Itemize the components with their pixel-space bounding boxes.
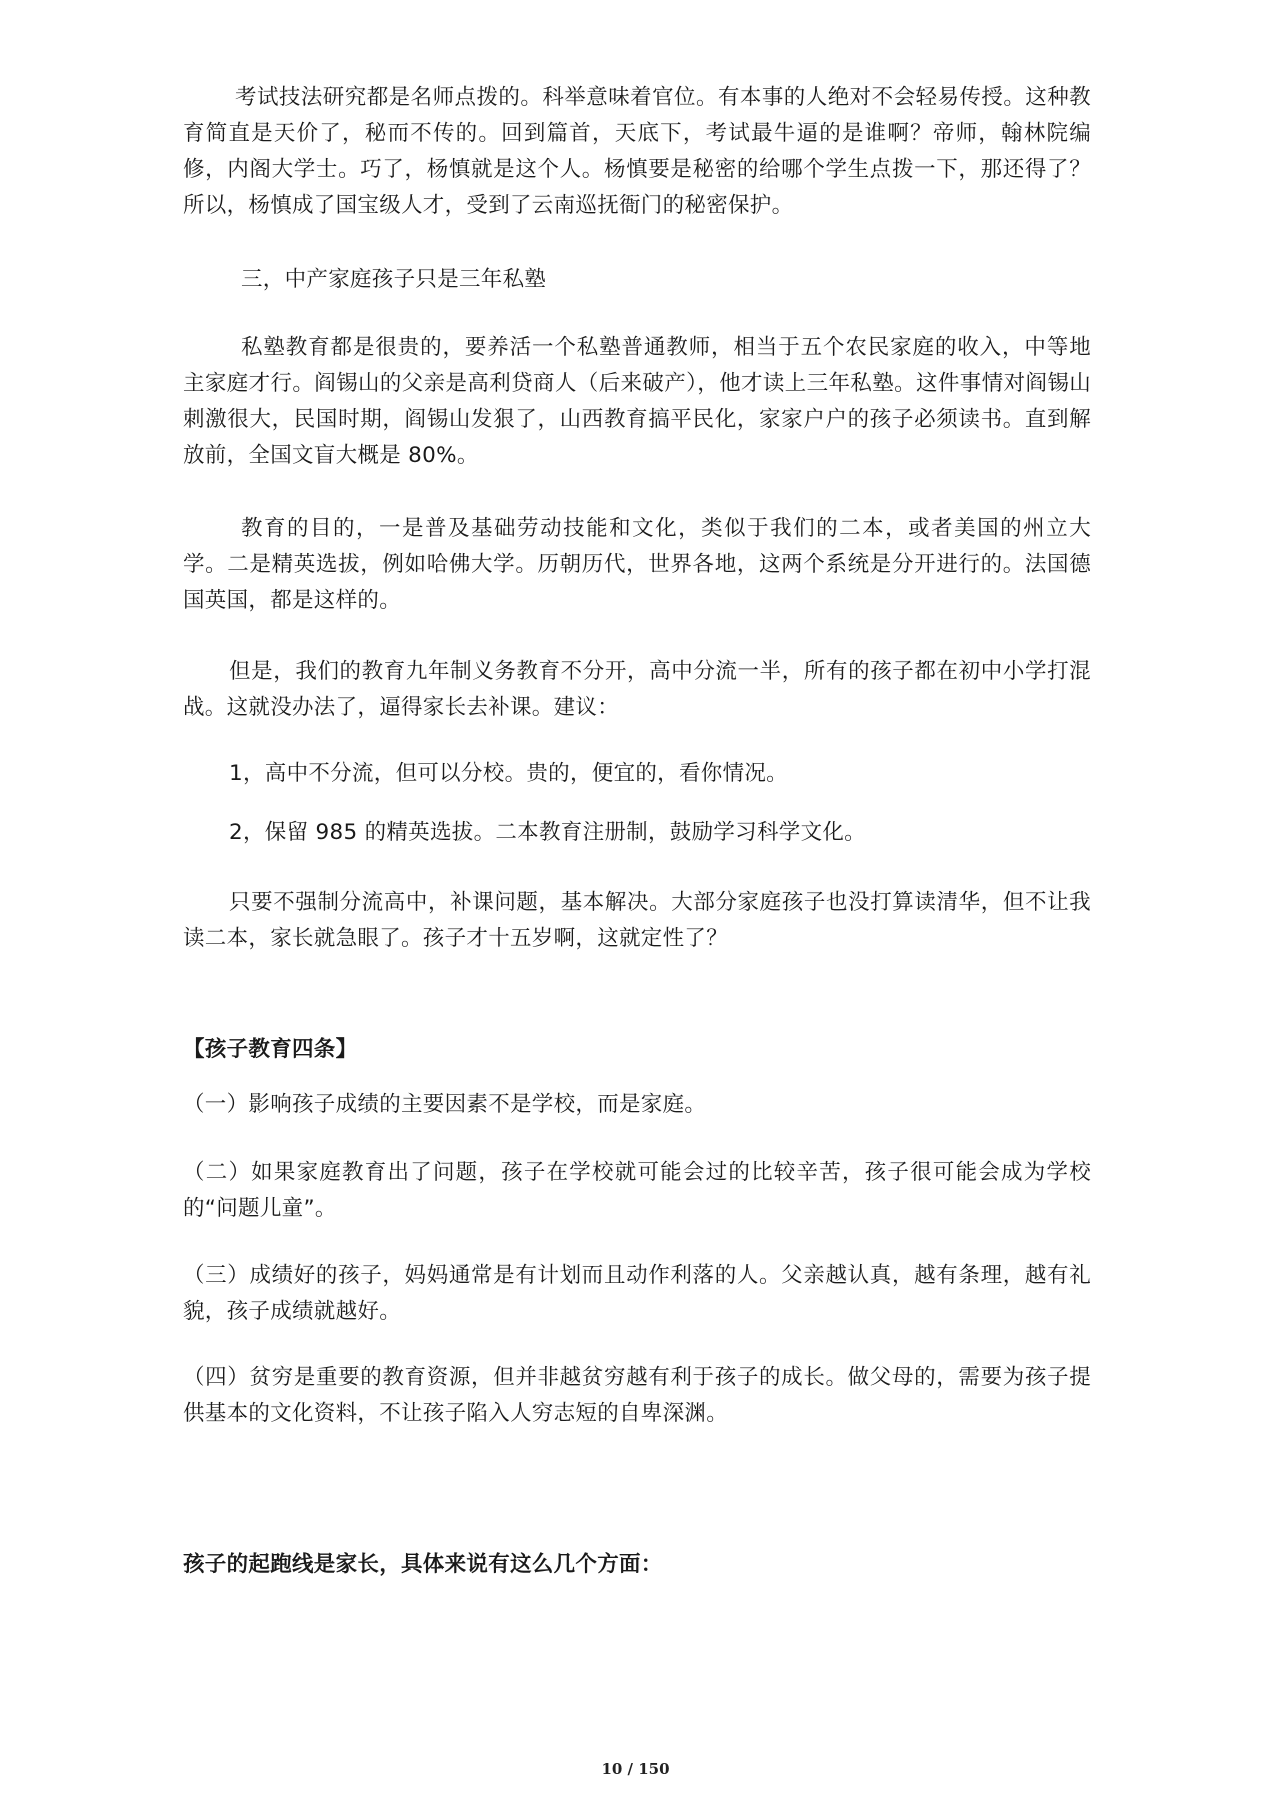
rule-item-1: （一）影响孩子成绩的主要因素不是学校，而是家庭。 — [183, 1092, 707, 1117]
rule-item-3: （三）成绩好的孩子，妈妈通常是有计划而且动作利落的人。父亲越认真，越有条理，越有礼貌，孩子成绩就越好。 — [183, 1263, 1091, 1324]
paragraph-tutoring-problem: 只要不强制分流高中，补课问题，基本解决。大部分家庭孩子也没打算读清华，但不让我读二本，家长就急眼了。孩子才十五岁啊，这就定性了？ — [183, 890, 1091, 951]
suggestion-item-2: 2，保留 985 的精英选拔。二本教育注册制，鼓励学习科学文化。 — [229, 820, 866, 845]
page-number: 10 / 150 — [601, 1760, 670, 1778]
rule-item-4: （四）贫穷是重要的教育资源，但并非越贫穷越有利于孩子的成长。做父母的，需要为孩子提供基本的文化资料，不让孩子陷入人穷志短的自卑深渊。 — [183, 1365, 1091, 1426]
paragraph-education-purpose: 教育的目的，一是普及基础劳动技能和文化，类似于我们的二本，或者美国的州立大学。二是精英选拔，例如哈佛大学。历朝历代，世界各地，这两个系统是分开进行的。法国德国英国，都是这样的。 — [183, 516, 1091, 613]
suggestion-item-1: 1，高中不分流，但可以分校。贵的，便宜的，看你情况。 — [229, 761, 788, 786]
rule-item-2: （二）如果家庭教育出了问题，孩子在学校就可能会过的比较辛苦，孩子很可能会成为学校的“问题儿童”。 — [183, 1160, 1091, 1221]
section-heading-four-rules: 【孩子教育四条】 — [183, 1037, 358, 1062]
paragraph-nine-year-education: 但是，我们的教育九年制义务教育不分开，高中分流一半，所有的孩子都在初中小学打混战。这就没办法了，逼得家长去补课。建议： — [183, 659, 1091, 720]
section-heading-starting-line: 孩子的起跑线是家长，具体来说有这么几个方面： — [183, 1552, 663, 1577]
paragraph-exam-techniques: 考试技法研究都是名师点拨的。科举意味着官位。有本事的人绝对不会轻易传授。这种教育简直是天价了，秘而不传的。回到篇首，天底下，考试最牛逼的是谁啊？帝师，翰林院编修，内阁大学士。巧了，杨慎就是这个人。杨慎要是秘密的给哪个学生点拨一下，那还得了？所以，杨慎成了国宝级人才，受到了云南巡抚衙门的秘密保护。 — [183, 85, 1091, 218]
paragraph-private-school-cost: 私塾教育都是很贵的，要养活一个私塾普通教师，相当于五个农民家庭的收入，中等地主家庭才行。阎锡山的父亲是高利贷商人（后来破产），他才读上三年私塾。这件事情对阎锡山刺激很大，民国时期，阎锡山发狠了，山西教育搞平民化，家家户户的孩子必须读书。直到解放前，全国文盲大概是 80%。 — [183, 335, 1091, 468]
section-heading-private-school: 三，中产家庭孩子只是三年私塾 — [241, 267, 547, 292]
